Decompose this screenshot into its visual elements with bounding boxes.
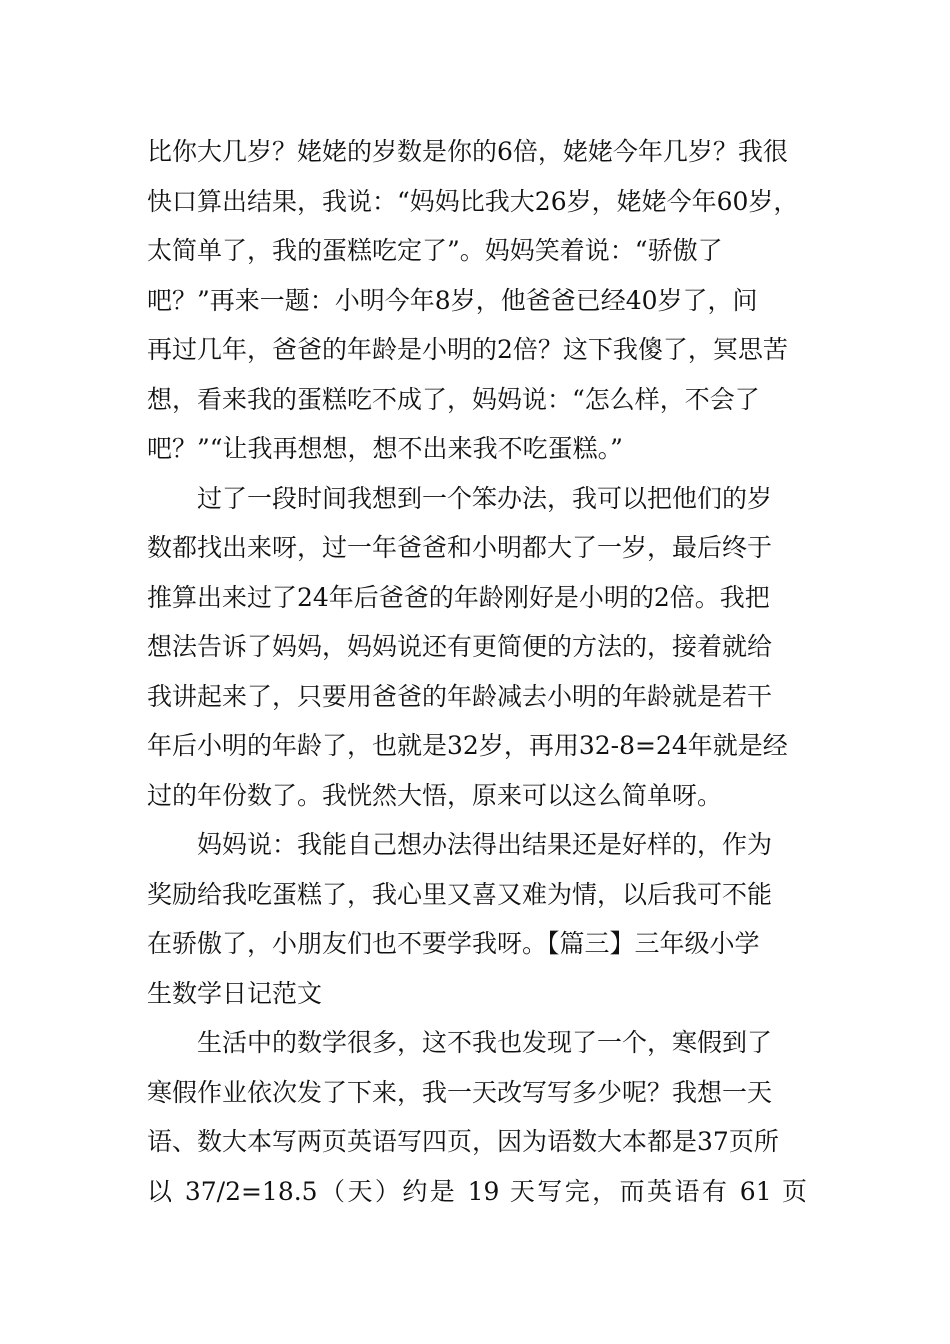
text-line: 吧？”再来一题：小明今年8岁，他爸爸已经40岁了，问 xyxy=(147,285,758,315)
document-body xyxy=(147,127,807,1216)
paragraph-first-line: 妈妈说：我能自己想办法得出结果还是好样的，作为 xyxy=(197,830,773,859)
paragraph-first-line: 生活中的数学很多，这不我也发现了一个，寒假到了 xyxy=(197,1028,773,1057)
text-line: 我讲起来了，只要用爸爸的年龄减去小明的年龄就是若干 xyxy=(147,681,773,711)
text-line: 再过几年，爸爸的年龄是小明的2倍？这下我傻了，冥思苦 xyxy=(147,335,788,364)
text-line: 以 37/2=18.5（天）约是 19 天写完，而英语有 61 页 xyxy=(147,1176,807,1206)
text-line: 过的年份数了。我恍然大悟，原来可以这么简单呀。 xyxy=(147,780,723,810)
text-line: 快口算出结果，我说：“妈妈比我大26岁，姥姥今年60岁， xyxy=(147,186,799,216)
text-line: 比你大几岁？姥姥的岁数是你的6倍，姥姥今年几岁？我很 xyxy=(147,137,788,166)
text-line: 推算出来过了24年后爸爸的年龄刚好是小明的2倍。我把 xyxy=(147,582,770,612)
text-line: 吧？”“让我再想想，想不出来我不吃蛋糕。” xyxy=(147,434,623,463)
text-line: 数都找出来呀，过一年爸爸和小明都大了一岁，最后终于 xyxy=(147,533,773,562)
text-line: 年后小明的年龄了，也就是32岁，再用32-8=24年就是经 xyxy=(147,731,788,760)
text-line: 奖励给我吃蛋糕了，我心里又喜又难为情，以后我可不能 xyxy=(147,879,773,909)
paragraph-first-line: 过了一段时间我想到一个笨办法，我可以把他们的岁 xyxy=(197,483,773,513)
text-line: 太简单了，我的蛋糕吃定了”。妈妈笑着说：“骄傲了 xyxy=(147,236,723,265)
text-line: 想，看来我的蛋糕吃不成了，妈妈说：“怎么样，不会了 xyxy=(147,384,760,414)
text-line: 生数学日记范文 xyxy=(147,978,323,1008)
text-line: 寒假作业依次发了下来，我一天改写写多少呢？我想一天 xyxy=(147,1077,773,1107)
text-line: 在骄傲了，小朋友们也不要学我呀。【篇三】三年级小学 xyxy=(147,929,760,958)
text-line: 想法告诉了妈妈，妈妈说还有更简便的方法的，接着就给 xyxy=(147,632,773,661)
text-line: 语、数大本写两页英语写四页，因为语数大本都是37页所 xyxy=(147,1127,779,1156)
